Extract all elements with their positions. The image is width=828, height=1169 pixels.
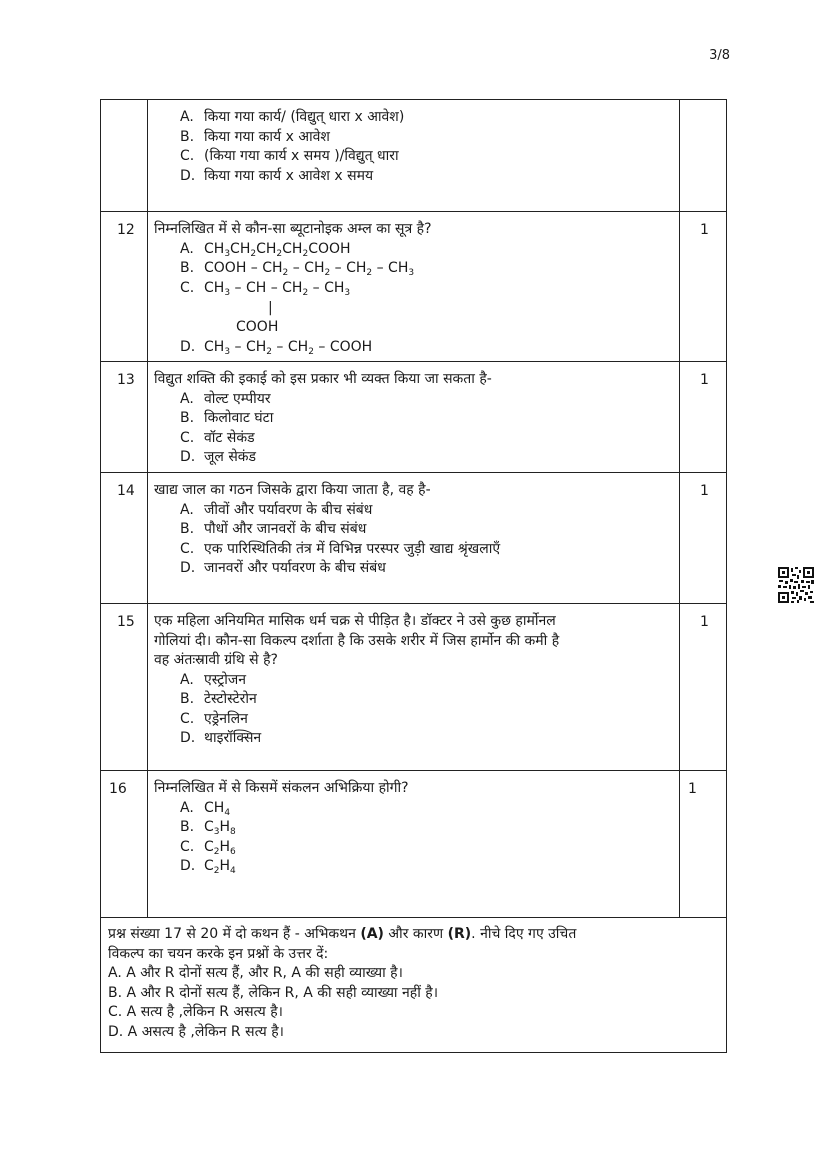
question-text: विद्युत शक्ति की इकाई को इस प्रकार भी व्यक्त किया जा सकता है- [154, 371, 492, 387]
question-cell [148, 473, 680, 604]
question-number-cell [101, 100, 148, 212]
instruction-line-1: प्रश्न संख्या 17 से 20 में दो कथन हैं - अभिकथन (A) और कारण (R). नीचे दिए गए उचित [108, 926, 577, 942]
instruction-option-b: B. A और R दोनों सत्य हैं, लेकिन R, A की सही व्याख्या नहीं है। [108, 984, 439, 1001]
instruction-option-c: C. A सत्य है ,लेकिन R असत्य है। [108, 1004, 283, 1020]
options-list [154, 671, 673, 749]
options-list [154, 501, 673, 579]
question-marks: 1 [680, 212, 727, 362]
question-text: खाद्य जाल का गठन जिसके द्वारा किया जाता है, वह है- [154, 482, 431, 498]
question-row-15 [101, 604, 727, 771]
options-list [154, 799, 673, 877]
question-row-13 [101, 362, 727, 473]
question-row-11 [101, 100, 727, 212]
branch-structure [154, 298, 673, 338]
marks-cell [680, 100, 727, 212]
question-cell [148, 604, 680, 771]
option-c: C. एड्रेनलिन [180, 710, 248, 727]
question-marks: 1 [680, 362, 727, 473]
option-d: D. किया गया कार्य x आवेश x समय [180, 167, 374, 184]
question-number: 13 [101, 362, 148, 473]
question-number: 15 [101, 604, 148, 771]
question-cell [148, 771, 680, 918]
option-d: D. जानवरों और पर्यावरण के बीच संबंध [180, 560, 386, 576]
option-a: A. $CH_3CH_2CH_2CH_2COOH$ [180, 240, 351, 259]
options-list [154, 240, 673, 299]
instruction-option-d: D. A असत्य है ,लेकिन R सत्य है। [108, 1023, 284, 1040]
option-b: B. पौधों और जानवरों के बीच संबंध [180, 521, 367, 537]
question-row-14 [101, 473, 727, 604]
page-number: 3/8 [709, 48, 730, 63]
option-a: A. एस्ट्रोजन [180, 671, 247, 688]
option-d: D. थाइरॉक्सिन [180, 730, 262, 746]
question-table [100, 99, 727, 1053]
options-list [154, 390, 673, 468]
question-marks: 1 [680, 604, 727, 771]
question-text: निम्नलिखित में से किसमें संकलन अभिक्रिया होगी? [154, 780, 409, 796]
question-marks: 1 [680, 473, 727, 604]
instructions-row [101, 918, 727, 1053]
option-a: A. जीवों और पर्यावरण के बीच संबंध [180, 501, 373, 518]
question-number: 16 [101, 771, 148, 918]
question-text-line-3: वह अंतःस्रावी ग्रंथि से है? [154, 652, 278, 668]
question-text: निम्नलिखित में से कौन-सा ब्यूटानोइक अम्ल का सूत्र है? [154, 221, 432, 237]
option-d: D. जूल सेकंड [180, 449, 257, 465]
option-a: A. वोल्ट एम्पीयर [180, 390, 271, 407]
qr-code-icon [777, 566, 815, 604]
option-c: C. $C_2H_6$ [180, 838, 236, 857]
question-number: 12 [101, 212, 148, 362]
instructions-cell [101, 918, 727, 1053]
question-cell [148, 362, 680, 473]
question-number: 14 [101, 473, 148, 604]
option-b: B. किया गया कार्य x आवेश [180, 128, 330, 145]
option-b: B. टेस्टोस्टेरोन [180, 691, 257, 707]
option-a: A. किया गया कार्य/ (विद्युत् धारा x आवेश) [180, 109, 405, 125]
options-list [154, 338, 673, 358]
option-c: C. (किया गया कार्य x समय )/विद्युत् धारा [180, 148, 399, 164]
question-cell [148, 212, 680, 362]
question-marks: 1 [680, 771, 727, 918]
question-row-16 [101, 771, 727, 918]
question-text-line-1: एक महिला अनियमित मासिक धर्म चक्र से पीड़ित है। डॉक्टर ने उसे कुछ हार्मोनल [154, 613, 556, 629]
question-cell [148, 100, 680, 212]
branch-group: COOH [236, 319, 279, 335]
options-list [154, 108, 673, 186]
option-c: C. एक पारिस्थितिकी तंत्र में विभिन्न परस्पर जुड़ी खाद्य श्रृंखलाएँ [180, 540, 501, 557]
instruction-line-2: विकल्प का चयन करके इन प्रश्नों के उत्तर दें: [108, 945, 329, 962]
instruction-option-a: A. A और R दोनों सत्य हैं, और R, A की सही व्याख्या है। [108, 965, 403, 981]
branch-bond: | [268, 300, 273, 316]
option-a: A. $CH_4$ [180, 799, 231, 818]
option-d: D. $C_2H_4$ [180, 858, 236, 876]
option-b: B. $C_3H_8$ [180, 819, 236, 837]
question-row-12 [101, 212, 727, 362]
option-b: B. COOH – $CH_2 - CH_2 - CH_2 - CH_3$ [180, 260, 415, 278]
option-d: D. $CH_3 - CH_2 - CH_2$ – COOH [180, 338, 373, 357]
option-c: C. वॉट सेकंड [180, 429, 255, 446]
question-text-line-2: गोलियां दी। कौन-सा विकल्प दर्शाता है कि उसके शरीर में जिस हार्मोन की कमी है [154, 632, 560, 649]
option-c: C. $CH_3$ – CH – $CH_2 - CH_3$ [180, 279, 351, 298]
option-b: B. किलोवाट घंटा [180, 410, 274, 426]
